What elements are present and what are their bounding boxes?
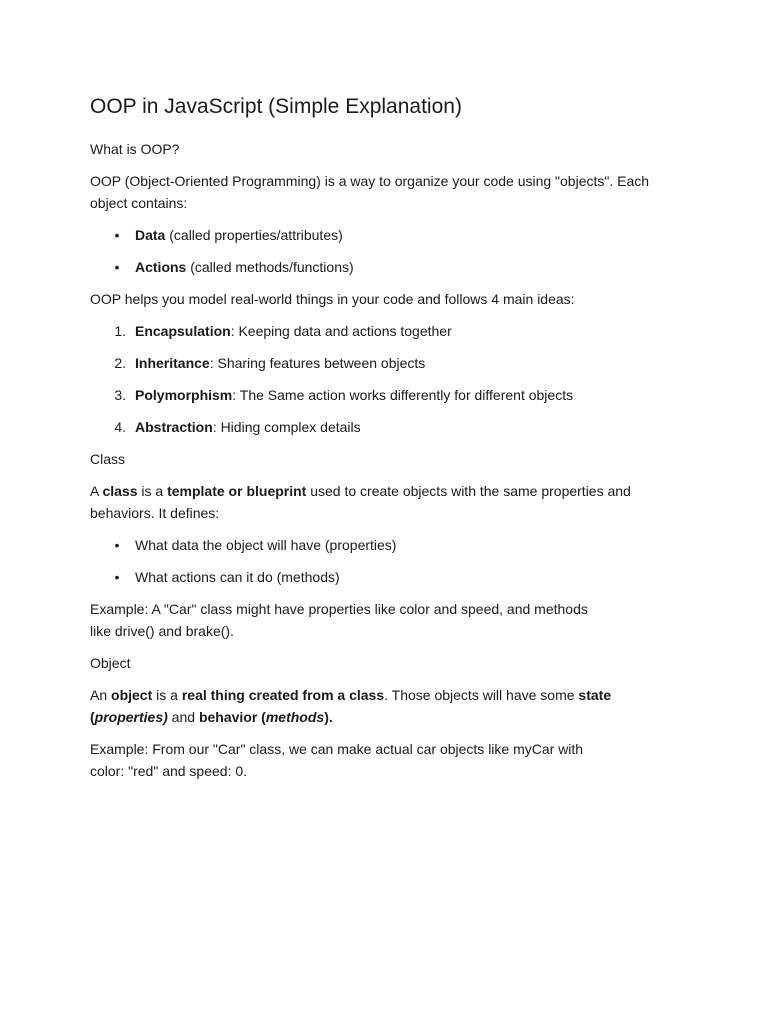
list-item-text: (called methods/functions) (186, 259, 354, 275)
bullet-icon: • (114, 259, 120, 275)
item-number: 3. (114, 387, 126, 403)
list-item-text: What actions can it do (methods) (135, 569, 340, 585)
text-run: is a (152, 687, 182, 703)
list-item-term: Data (135, 227, 166, 243)
item-term: Polymorphism (135, 387, 233, 403)
text-run: A (90, 483, 103, 499)
oop-ideas-list (90, 320, 690, 438)
list-item (90, 224, 690, 246)
item-text: : Hiding complex details (212, 419, 361, 435)
bold-italic-properties: properties) (94, 709, 168, 725)
object-example-paragraph: Example: From our "Car" class, we can make actual car objects like myCar with color: "red" and speed: 0. (90, 741, 584, 779)
numbered-item (90, 352, 690, 374)
document-title: OOP in JavaScript (Simple Explanation) (90, 95, 462, 118)
item-term: Inheritance (135, 355, 210, 371)
bold-italic-methods: methods (265, 709, 325, 725)
item-number: 1. (114, 323, 126, 339)
text-run: used to create objects with the same properties and behaviors. It defines: (90, 483, 631, 521)
class-example-paragraph: Example: A "Car" class might have properties like color and speed, and methods like drive() and brake(). (90, 601, 588, 639)
text-run: is a (137, 483, 168, 499)
section-heading-object: Object (90, 655, 131, 671)
numbered-item (90, 320, 690, 342)
item-number: 4. (114, 419, 126, 435)
bold-close-paren: ). (324, 709, 333, 725)
item-text: : Sharing features between objects (209, 355, 426, 371)
section-heading-class: Class (90, 451, 126, 467)
item-term: Abstraction (135, 419, 213, 435)
oop-intro-paragraph: OOP (Object-Oriented Programming) is a way to organize your code using "objects". Each object contains: (90, 173, 650, 211)
item-text: : Keeping data and actions together (230, 323, 452, 339)
bold-term-template: template or blueprint (167, 483, 307, 499)
oop-ideas-intro: OOP helps you model real-world things in your code and follows 4 main ideas: (90, 291, 575, 307)
bullet-icon: • (114, 569, 120, 585)
numbered-item (90, 384, 690, 406)
text-run: An (90, 687, 112, 703)
bullet-icon: • (114, 227, 120, 243)
list-item (90, 256, 690, 278)
oop-contents-list (90, 224, 690, 278)
text-run: . Those objects will have some (384, 687, 579, 703)
document-content (90, 93, 690, 792)
section-heading-what-is-oop: What is OOP? (90, 141, 180, 157)
item-number: 2. (114, 355, 126, 371)
list-item-text: (called properties/attributes) (165, 227, 343, 243)
bold-term-state: state ( (90, 687, 612, 725)
bold-term-class: class (102, 483, 138, 499)
list-item-term: Actions (135, 259, 187, 275)
item-text: : The Same action works differently for different objects (232, 387, 574, 403)
bullet-icon: • (114, 537, 120, 553)
text-run: and (167, 709, 199, 725)
bold-term-real-thing: real thing created from a class (181, 687, 385, 703)
list-item (90, 566, 690, 588)
numbered-item (90, 416, 690, 438)
item-term: Encapsulation (135, 323, 231, 339)
object-definition-paragraph (90, 684, 690, 728)
class-definition-paragraph (90, 480, 690, 524)
bold-term-behavior: behavior ( (198, 709, 266, 725)
list-item-text: What data the object will have (properties) (135, 537, 397, 553)
list-item (90, 534, 690, 556)
bold-term-object: object (111, 687, 153, 703)
class-defines-list (90, 534, 690, 588)
